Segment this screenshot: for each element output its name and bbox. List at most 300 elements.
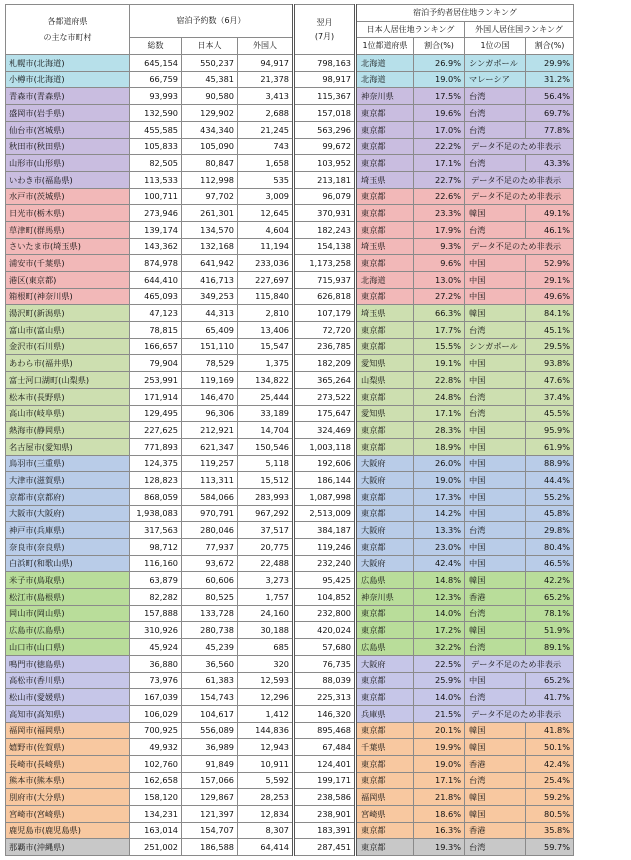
- city-cell: 高知市(高知県): [6, 705, 130, 722]
- city-cell: 日光市(栃木県): [6, 205, 130, 222]
- top-prefecture-cell: 広島県: [356, 639, 414, 656]
- city-cell: 青森市(青森県): [6, 88, 130, 105]
- top-country-cell: 韓国: [465, 739, 526, 756]
- japanese-cell: 105,090: [182, 138, 238, 155]
- jp-share-cell: 17.1%: [414, 155, 465, 172]
- july-cell: 107,179: [294, 305, 356, 322]
- foreign-ranking-header: 外国人居住国ランキング: [465, 21, 574, 38]
- fr-share-cell: 29.1%: [526, 272, 574, 289]
- total-cell: 78,815: [130, 322, 182, 339]
- city-cell: 高松市(香川県): [6, 672, 130, 689]
- jp-share-cell: 66.3%: [414, 305, 465, 322]
- fr-share-cell: 59.7%: [526, 839, 574, 856]
- july-cell: 273,522: [294, 388, 356, 405]
- top-country-cell: 中国: [465, 288, 526, 305]
- jp-share-cell: 26.9%: [414, 55, 465, 72]
- japanese-cell: 641,942: [182, 255, 238, 272]
- fr-share-cell: 84.1%: [526, 305, 574, 322]
- july-cell: 324,469: [294, 422, 356, 439]
- city-cell: 宮崎市(宮崎県): [6, 806, 130, 823]
- foreign-cell: 144,836: [238, 722, 294, 739]
- fr-share-cell: 46.5%: [526, 555, 574, 572]
- city-cell: 松山市(愛媛県): [6, 689, 130, 706]
- jp-share-cell: 22.8%: [414, 372, 465, 389]
- total-cell: 79,904: [130, 355, 182, 372]
- foreign-cell: 25,444: [238, 388, 294, 405]
- top-prefecture-cell: 埼玉県: [356, 305, 414, 322]
- city-cell: 箱根町(神奈川県): [6, 288, 130, 305]
- japanese-cell: 280,738: [182, 622, 238, 639]
- table-row: [6, 221, 574, 238]
- jp-share-cell: 26.0%: [414, 455, 465, 472]
- japanese-cell: 434,340: [182, 121, 238, 138]
- jp-share-cell: 21.5%: [414, 705, 465, 722]
- fr-share-cell: 25.4%: [526, 772, 574, 789]
- july-cell: 98,917: [294, 71, 356, 88]
- total-cell: 105,833: [130, 138, 182, 155]
- japanese-cell: 556,089: [182, 722, 238, 739]
- foreign-cell: 743: [238, 138, 294, 155]
- japanese-cell: 129,867: [182, 789, 238, 806]
- fr-share-cell: 41.8%: [526, 722, 574, 739]
- city-cell: 草津町(群馬県): [6, 221, 130, 238]
- foreign-cell: 12,943: [238, 739, 294, 756]
- foreign-cell: 283,993: [238, 488, 294, 505]
- foreign-cell: 11,194: [238, 238, 294, 255]
- japanese-cell: 61,383: [182, 672, 238, 689]
- foreign-cell: 5,592: [238, 772, 294, 789]
- city-cell: あわら市(福井県): [6, 355, 130, 372]
- july-cell: 384,187: [294, 522, 356, 539]
- table-row: [6, 288, 574, 305]
- july-cell: 365,264: [294, 372, 356, 389]
- city-cell: 奈良市(奈良県): [6, 539, 130, 556]
- foreign-cell: 227,697: [238, 272, 294, 289]
- foreign-cell: 150,546: [238, 438, 294, 455]
- fr-share-cell: 41.7%: [526, 689, 574, 706]
- top-prefecture-cell: 東京都: [356, 121, 414, 138]
- jp-share-cell: 20.1%: [414, 722, 465, 739]
- jp-share-cell: 23.0%: [414, 539, 465, 556]
- top-prefecture-cell: 東京都: [356, 488, 414, 505]
- total-cell: 66,759: [130, 71, 182, 88]
- top-country-cell: シンガポール: [465, 55, 526, 72]
- top-prefecture-cell: 埼玉県: [356, 238, 414, 255]
- japanese-cell: 104,617: [182, 705, 238, 722]
- japanese-cell: 261,301: [182, 205, 238, 222]
- japanese-cell: 60,606: [182, 572, 238, 589]
- city-header-line-1: 各都道府県: [47, 17, 88, 27]
- july-cell: 563,296: [294, 121, 356, 138]
- total-cell: 162,658: [130, 772, 182, 789]
- city-cell: 小樽市(北海道): [6, 71, 130, 88]
- fr-share-cell: 61.9%: [526, 438, 574, 455]
- total-cell: 45,924: [130, 639, 182, 656]
- july-cell: 199,171: [294, 772, 356, 789]
- july-cell: 146,320: [294, 705, 356, 722]
- top-country-cell: 韓国: [465, 572, 526, 589]
- table-row: [6, 55, 574, 72]
- city-cell: 京都市(京都府): [6, 488, 130, 505]
- top-prefecture-cell: 愛知県: [356, 405, 414, 422]
- table-row: [6, 155, 574, 172]
- japanese-cell: 154,743: [182, 689, 238, 706]
- jp-share-cell: 13.0%: [414, 272, 465, 289]
- table-row: [6, 655, 574, 672]
- top-prefecture-cell: 東京都: [356, 539, 414, 556]
- jp-share-cell: 22.6%: [414, 188, 465, 205]
- foreign-cell: 28,253: [238, 789, 294, 806]
- japanese-cell: 151,110: [182, 338, 238, 355]
- foreign-cell: 12,834: [238, 806, 294, 823]
- city-cell: 別府市(大分県): [6, 789, 130, 806]
- top-country-cell: 中国: [465, 355, 526, 372]
- table-row: [6, 572, 574, 589]
- total-cell: 171,914: [130, 388, 182, 405]
- jp-share-header: 割合(%): [414, 38, 465, 55]
- july-cell: 225,313: [294, 689, 356, 706]
- total-cell: 98,712: [130, 539, 182, 556]
- japanese-cell: 65,409: [182, 322, 238, 339]
- top-prefecture-cell: 北海道: [356, 55, 414, 72]
- japanese-cell: 129,902: [182, 105, 238, 122]
- table-row: [6, 472, 574, 489]
- japanese-cell: 550,237: [182, 55, 238, 72]
- japanese-cell: 154,707: [182, 822, 238, 839]
- table-row: [6, 188, 574, 205]
- japanese-cell: 36,560: [182, 655, 238, 672]
- city-cell: 熱海市(静岡県): [6, 422, 130, 439]
- table-body: [6, 55, 574, 856]
- table-row: [6, 205, 574, 222]
- city-cell: 鹿児島市(鹿児島県): [6, 822, 130, 839]
- jp-share-cell: 18.9%: [414, 438, 465, 455]
- top-prefecture-cell: 千葉県: [356, 739, 414, 756]
- city-cell: 米子市(鳥取県): [6, 572, 130, 589]
- table-row: [6, 422, 574, 439]
- top-prefecture-cell: 東京都: [356, 755, 414, 772]
- top-prefecture-cell: 東京都: [356, 605, 414, 622]
- japanese-cell: 212,921: [182, 422, 238, 439]
- city-cell: 金沢市(石川県): [6, 338, 130, 355]
- july-cell: 626,818: [294, 288, 356, 305]
- july-cell: 119,246: [294, 539, 356, 556]
- foreign-cell: 3,009: [238, 188, 294, 205]
- fr-share-cell: 65.2%: [526, 589, 574, 606]
- fr-share-cell: 37.4%: [526, 388, 574, 405]
- top-prefecture-cell: 東京都: [356, 422, 414, 439]
- table-row: [6, 238, 574, 255]
- july-cell: 175,647: [294, 405, 356, 422]
- top-prefecture-cell: 宮崎県: [356, 806, 414, 823]
- fr-share-cell: 56.4%: [526, 88, 574, 105]
- japanese-cell: 584,066: [182, 488, 238, 505]
- jp-share-cell: 17.0%: [414, 121, 465, 138]
- july-cell: 232,240: [294, 555, 356, 572]
- jp-share-cell: 9.6%: [414, 255, 465, 272]
- table-row: [6, 322, 574, 339]
- foreign-cell: 33,189: [238, 405, 294, 422]
- jp-share-cell: 24.8%: [414, 388, 465, 405]
- total-cell: 132,590: [130, 105, 182, 122]
- july-cell: 124,401: [294, 755, 356, 772]
- top-prefecture-cell: 広島県: [356, 572, 414, 589]
- top-country-cell: 中国: [465, 555, 526, 572]
- top-country-cell: 中国: [465, 488, 526, 505]
- city-cell: 盛岡市(岩手県): [6, 105, 130, 122]
- july-cell: 715,937: [294, 272, 356, 289]
- july-cell: 88,039: [294, 672, 356, 689]
- total-cell: 63,879: [130, 572, 182, 589]
- total-cell: 317,563: [130, 522, 182, 539]
- top-country-cell: 台湾: [465, 88, 526, 105]
- foreign-cell: 64,414: [238, 839, 294, 856]
- july-header-line-2: (7月): [314, 31, 335, 41]
- japanese-cell: 133,728: [182, 605, 238, 622]
- total-cell: 36,880: [130, 655, 182, 672]
- report-sheet: [5, 4, 574, 856]
- foreign-cell: 12,645: [238, 205, 294, 222]
- jp-share-cell: 17.7%: [414, 322, 465, 339]
- table-row: [6, 338, 574, 355]
- fr-share-cell: 88.9%: [526, 455, 574, 472]
- table-row: [6, 605, 574, 622]
- table-row: [6, 488, 574, 505]
- july-cell: 183,391: [294, 822, 356, 839]
- foreign-cell: 94,917: [238, 55, 294, 72]
- jp-share-cell: 9.3%: [414, 238, 465, 255]
- top-country-cell: 台湾: [465, 689, 526, 706]
- fr-share-cell: 29.5%: [526, 338, 574, 355]
- fr-share-cell: 31.2%: [526, 71, 574, 88]
- july-cell: 1,087,998: [294, 488, 356, 505]
- city-cell: さいたま市(埼玉県): [6, 238, 130, 255]
- japanese-cell: 132,168: [182, 238, 238, 255]
- top-prefecture-cell: 東京都: [356, 689, 414, 706]
- top-country-cell: 台湾: [465, 155, 526, 172]
- foreign-cell: 2,688: [238, 105, 294, 122]
- fr-share-cell: 42.2%: [526, 572, 574, 589]
- top-prefecture-cell: 東京都: [356, 205, 414, 222]
- jp-share-cell: 14.0%: [414, 605, 465, 622]
- table-row: [6, 589, 574, 606]
- top-country-cell: シンガポール: [465, 338, 526, 355]
- japanese-cell: 90,580: [182, 88, 238, 105]
- top-prefecture-cell: 大阪府: [356, 555, 414, 572]
- jp-share-cell: 19.0%: [414, 472, 465, 489]
- table-row: [6, 755, 574, 772]
- fr-share-cell: 59.2%: [526, 789, 574, 806]
- fr-share-cell: 52.9%: [526, 255, 574, 272]
- jp-share-cell: 28.3%: [414, 422, 465, 439]
- foreign-cell: 24,160: [238, 605, 294, 622]
- july-cell: 103,952: [294, 155, 356, 172]
- table-row: [6, 372, 574, 389]
- total-cell: 129,495: [130, 405, 182, 422]
- foreign-cell: 134,822: [238, 372, 294, 389]
- top-prefecture-cell: 東京都: [356, 438, 414, 455]
- jp-share-cell: 19.0%: [414, 71, 465, 88]
- japanese-ranking-header: 日本人居住地ランキング: [356, 21, 465, 38]
- foreign-cell: 37,517: [238, 522, 294, 539]
- july-cell: 57,680: [294, 639, 356, 656]
- total-cell: 47,123: [130, 305, 182, 322]
- table-row: [6, 138, 574, 155]
- top-country-cell: 中国: [465, 455, 526, 472]
- foreign-cell: 15,512: [238, 472, 294, 489]
- total-cell: 49,932: [130, 739, 182, 756]
- total-cell: 645,154: [130, 55, 182, 72]
- top-prefecture-cell: 福岡県: [356, 789, 414, 806]
- top-prefecture-cell: 東京都: [356, 722, 414, 739]
- top-prefecture-cell: 東京都: [356, 255, 414, 272]
- top-prefecture-cell: 東京都: [356, 388, 414, 405]
- japanese-cell: 416,713: [182, 272, 238, 289]
- japanese-cell: 186,588: [182, 839, 238, 856]
- fr-share-cell: 89.1%: [526, 639, 574, 656]
- july-cell: 420,024: [294, 622, 356, 639]
- city-cell: 松江市(島根県): [6, 589, 130, 606]
- table-row: [6, 121, 574, 138]
- july-cell: 192,606: [294, 455, 356, 472]
- top-country-cell: 中国: [465, 372, 526, 389]
- accommodation-table: [5, 4, 574, 856]
- japanese-cell: 80,525: [182, 589, 238, 606]
- jp-share-cell: 22.7%: [414, 171, 465, 188]
- jp-share-cell: 25.9%: [414, 672, 465, 689]
- city-cell: 水戸市(茨城県): [6, 188, 130, 205]
- table-row: [6, 839, 574, 856]
- top-country-cell: 台湾: [465, 105, 526, 122]
- top-country-cell: 香港: [465, 589, 526, 606]
- total-cell: 128,823: [130, 472, 182, 489]
- total-cell: 134,231: [130, 806, 182, 823]
- table-row: [6, 705, 574, 722]
- top-country-cell: 中国: [465, 255, 526, 272]
- july-cell: 72,720: [294, 322, 356, 339]
- table-row: [6, 255, 574, 272]
- foreign-cell: 3,413: [238, 88, 294, 105]
- fr-share-cell: 35.8%: [526, 822, 574, 839]
- fr-share-cell: 29.8%: [526, 522, 574, 539]
- total-cell: 158,120: [130, 789, 182, 806]
- total-cell: 167,039: [130, 689, 182, 706]
- japanese-cell: 280,046: [182, 522, 238, 539]
- total-cell: 455,585: [130, 121, 182, 138]
- total-cell: 163,014: [130, 822, 182, 839]
- top-prefecture-cell: 東京都: [356, 338, 414, 355]
- foreign-cell: 535: [238, 171, 294, 188]
- fr-share-cell: 65.2%: [526, 672, 574, 689]
- table-row: [6, 722, 574, 739]
- top-country-cell: 香港: [465, 822, 526, 839]
- top-prefecture-cell: 大阪府: [356, 472, 414, 489]
- city-column-header: [6, 5, 130, 55]
- city-cell: 富士河口湖町(山梨県): [6, 372, 130, 389]
- city-cell: 鳴門市(徳島県): [6, 655, 130, 672]
- city-cell: 湯沢町(新潟県): [6, 305, 130, 322]
- table-row: [6, 505, 574, 522]
- jp-share-cell: 18.6%: [414, 806, 465, 823]
- city-cell: 熊本市(熊本県): [6, 772, 130, 789]
- table-row: [6, 71, 574, 88]
- total-cell: 251,002: [130, 839, 182, 856]
- city-cell: 福岡市(福岡県): [6, 722, 130, 739]
- total-cell: 700,925: [130, 722, 182, 739]
- jp-share-cell: 19.9%: [414, 739, 465, 756]
- japanese-cell: 621,347: [182, 438, 238, 455]
- top-country-cell: 中国: [465, 505, 526, 522]
- july-cell: 798,163: [294, 55, 356, 72]
- foreign-cell: 320: [238, 655, 294, 672]
- table-row: [6, 806, 574, 823]
- top-prefecture-cell: 東京都: [356, 839, 414, 856]
- top-country-cell: 中国: [465, 672, 526, 689]
- total-cell: 82,282: [130, 589, 182, 606]
- top-prefecture-cell: 東京都: [356, 188, 414, 205]
- fr-share-cell: 44.4%: [526, 472, 574, 489]
- top-prefecture-cell: 東京都: [356, 622, 414, 639]
- table-row: [6, 789, 574, 806]
- table-row: [6, 822, 574, 839]
- top-country-cell: 台湾: [465, 605, 526, 622]
- fr-share-cell: 49.6%: [526, 288, 574, 305]
- jp-share-cell: 14.2%: [414, 505, 465, 522]
- july-cell: 287,451: [294, 839, 356, 856]
- top-country-cell: 台湾: [465, 522, 526, 539]
- table-row: [6, 689, 574, 706]
- table-row: [6, 405, 574, 422]
- total-cell: 139,174: [130, 221, 182, 238]
- top-prefecture-cell: 兵庫県: [356, 705, 414, 722]
- top-prefecture-cell: 埼玉県: [356, 171, 414, 188]
- table-row: [6, 438, 574, 455]
- city-cell: 広島市(広島県): [6, 622, 130, 639]
- city-cell: 浦安市(千葉県): [6, 255, 130, 272]
- top-prefecture-cell: 東京都: [356, 822, 414, 839]
- top-country-cell: 台湾: [465, 388, 526, 405]
- jp-share-cell: 23.3%: [414, 205, 465, 222]
- city-cell: 神戸市(兵庫県): [6, 522, 130, 539]
- city-cell: 那覇市(沖縄県): [6, 839, 130, 856]
- july-cell: 182,243: [294, 221, 356, 238]
- top-prefecture-cell: 東京都: [356, 138, 414, 155]
- july-cell: 76,735: [294, 655, 356, 672]
- table-row: [6, 555, 574, 572]
- total-cell: 465,093: [130, 288, 182, 305]
- top-country-cell: 香港: [465, 755, 526, 772]
- japanese-cell: 93,672: [182, 555, 238, 572]
- japanese-cell: 157,066: [182, 772, 238, 789]
- july-cell: 104,852: [294, 589, 356, 606]
- jp-share-cell: 15.5%: [414, 338, 465, 355]
- fr-share-cell: 51.9%: [526, 622, 574, 639]
- city-cell: 大阪市(大阪府): [6, 505, 130, 522]
- foreign-cell: 15,547: [238, 338, 294, 355]
- july-cell: 895,468: [294, 722, 356, 739]
- japanese-cell: 77,937: [182, 539, 238, 556]
- top-prefecture-cell: 東京都: [356, 155, 414, 172]
- fr-share-cell: 80.5%: [526, 806, 574, 823]
- total-cell: 82,505: [130, 155, 182, 172]
- fr-share-cell: 80.4%: [526, 539, 574, 556]
- top-prefecture-cell: 北海道: [356, 272, 414, 289]
- fr-share-cell: 55.2%: [526, 488, 574, 505]
- table-row: [6, 622, 574, 639]
- city-cell: 松本市(長野県): [6, 388, 130, 405]
- july-cell: 96,079: [294, 188, 356, 205]
- table-row: [6, 739, 574, 756]
